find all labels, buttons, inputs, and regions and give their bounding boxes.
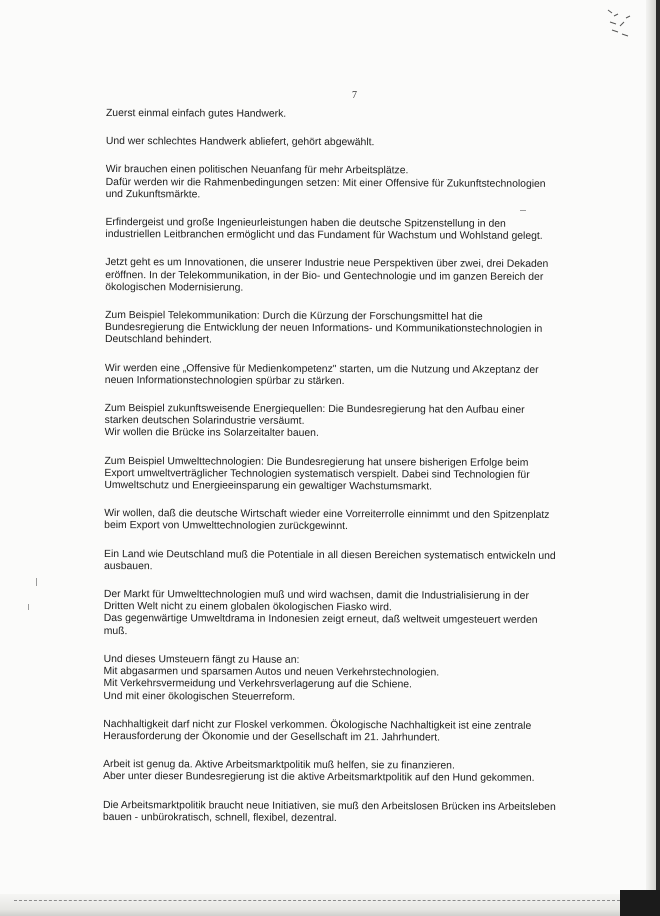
- paragraph: [104, 456, 588, 495]
- paragraph: [104, 589, 588, 640]
- scan-speck: [36, 578, 37, 586]
- paragraph: [106, 108, 590, 122]
- text-line: industriellen Leitbranchen ermöglicht und das Fundament für Wachstum und Wohlstand gelegt.: [105, 229, 543, 243]
- text-line: Zum Beispiel Telekommunikation: Durch die Kürzung der Forschungsmittel hat die: [105, 310, 483, 323]
- paragraph: [105, 363, 589, 390]
- text-line: und Zukunftsmärkte.: [105, 188, 201, 201]
- text-line: bauen - unbürokratisch, schnell, flexibel, dezentral.: [102, 811, 337, 824]
- corner-scan-marks-icon: [602, 4, 642, 44]
- text-line: Zum Beispiel Umwelttechnologien: Die Bundesregierung hat unsere bisherigen Erfolge beim: [104, 455, 529, 469]
- paragraph: [105, 257, 589, 296]
- page-right-shadow: [656, 0, 660, 916]
- document-body: [103, 108, 590, 842]
- text-line: neuen Informationstechnologien spürbar zu stärken.: [104, 374, 345, 387]
- text-line: Aber unter dieser Bundesregierung ist die aktive Arbeitsmarktpolitik auf den Hund gekommen.: [103, 771, 535, 785]
- paragraph: [103, 654, 587, 705]
- text-line: Herausforderung der Ökonomie und der Gesellschaft im 21. Jahrhundert.: [103, 730, 441, 744]
- paragraph: [103, 800, 587, 827]
- text-line: starken deutschen Solarindustrie versäumt.: [104, 415, 305, 428]
- text-line: Deutschland behindert.: [104, 334, 212, 346]
- text-line: Mit abgasarmen und sparsamen Autos und neuen Verkehrstechnologien.: [103, 666, 440, 679]
- text-line: Zuerst einmal einfach gutes Handwerk.: [105, 108, 287, 120]
- text-line: Umweltschutz und Energieeinsparung ein gewaltiger Wachstumsmarkt.: [104, 480, 433, 493]
- text-line: Export umweltverträglicher Technologien systematisch verspielt. Dabei sind Technologien für: [104, 467, 530, 481]
- text-line: Und wer schlechtes Handwerk abliefert, gehört abgewählt.: [105, 136, 375, 149]
- text-line: Ein Land wie Deutschland muß die Potentiale in all diesen Bereichen systematisch entwickeln und: [104, 548, 556, 562]
- text-line: Mit Verkehrsvermeidung und Verkehrsverlagerung auf die Schiene.: [103, 678, 412, 691]
- page-bottom-fold-line: [14, 900, 620, 902]
- paragraph: [105, 217, 589, 244]
- scan-speck: [28, 604, 29, 610]
- text-line: Zum Beispiel zukunftsweisende Energiequellen: Die Bundesregierung hat den Aufbau einer: [104, 403, 525, 416]
- text-line: Jetzt geht es um Innovationen, die unserer Industrie neue Perspektiven über zwei, drei Dekaden: [105, 257, 549, 271]
- paragraph: [104, 549, 588, 576]
- page-bottom-corner-shadow: [620, 890, 660, 916]
- text-line: Erfindergeist und große Ingenieurleistungen haben die deutsche Spitzenstellung in den: [105, 217, 506, 230]
- text-line: Und mit einer ökologischen Steuerreform.: [103, 690, 296, 703]
- text-line: ausbauen.: [103, 560, 153, 573]
- paragraph: [103, 719, 587, 746]
- text-line: ökologischen Modernisierung.: [105, 281, 244, 294]
- text-line: Die Arbeitsmarktpolitik braucht neue Initiativen, sie muß den Arbeitslosen Brücken ins Arbeitsleben: [102, 799, 556, 813]
- text-line: muß.: [103, 625, 128, 637]
- page-number: 7: [352, 90, 357, 101]
- text-line: Arbeit ist genug da. Aktive Arbeitsmarktpolitik muß helfen, sie zu finanzieren.: [103, 759, 455, 772]
- scan-speck: [520, 210, 526, 211]
- paragraph: [103, 759, 587, 786]
- text-line: Der Markt für Umwelttechnologien muß und wird wachsen, damit die Industrialisierung in der: [103, 589, 529, 602]
- paragraph: [106, 164, 590, 203]
- text-line: Wir werden eine „Offensive für Medienkompetenz" starten, um die Nutzung und Akzeptanz der: [104, 362, 539, 376]
- text-line: Wir wollen, daß die deutsche Wirtschaft wieder eine Vorreiterrolle einnimmt und den Spitzenplatz: [104, 508, 550, 522]
- page-bottom-edge: [0, 894, 660, 916]
- text-line: Das gegenwärtige Umweltdrama in Indonesien zeigt erneut, daß weltweit umgesteuert werden: [103, 613, 538, 627]
- text-line: Bundesregierung die Entwicklung der neuen Informations- und Kommunikationstechnologien in: [105, 322, 543, 336]
- paragraph: [105, 403, 589, 442]
- paragraph: [104, 508, 588, 535]
- text-line: eröffnen. In der Telekommunikation, in der Bio- und Gentechnologie und im ganzen Bereich der: [105, 269, 544, 283]
- text-line: Wir wollen die Brücke ins Solarzeitalter bauen.: [104, 427, 319, 440]
- text-line: Nachhaltigkeit darf nicht zur Floskel verkommen. Ökologische Nachhaltigkeit ist eine zentrale: [103, 718, 532, 732]
- text-line: Und dieses Umsteuern fängt zu Hause an:: [103, 653, 300, 666]
- text-line: Dritten Welt nicht zu einem globalen ökologischen Fiasko wird.: [103, 601, 392, 614]
- text-line: Dafür werden wir die Rahmenbedingungen setzen: Mit einer Offensive für Zukunftstechnologien: [105, 176, 546, 190]
- paragraph: [105, 310, 589, 349]
- text-line: Wir brauchen einen politischen Neuanfang für mehr Arbeitsplätze.: [105, 164, 409, 177]
- text-line: beim Export von Umwelttechnologien zurückgewinnt.: [104, 520, 348, 533]
- paragraph: [106, 136, 590, 150]
